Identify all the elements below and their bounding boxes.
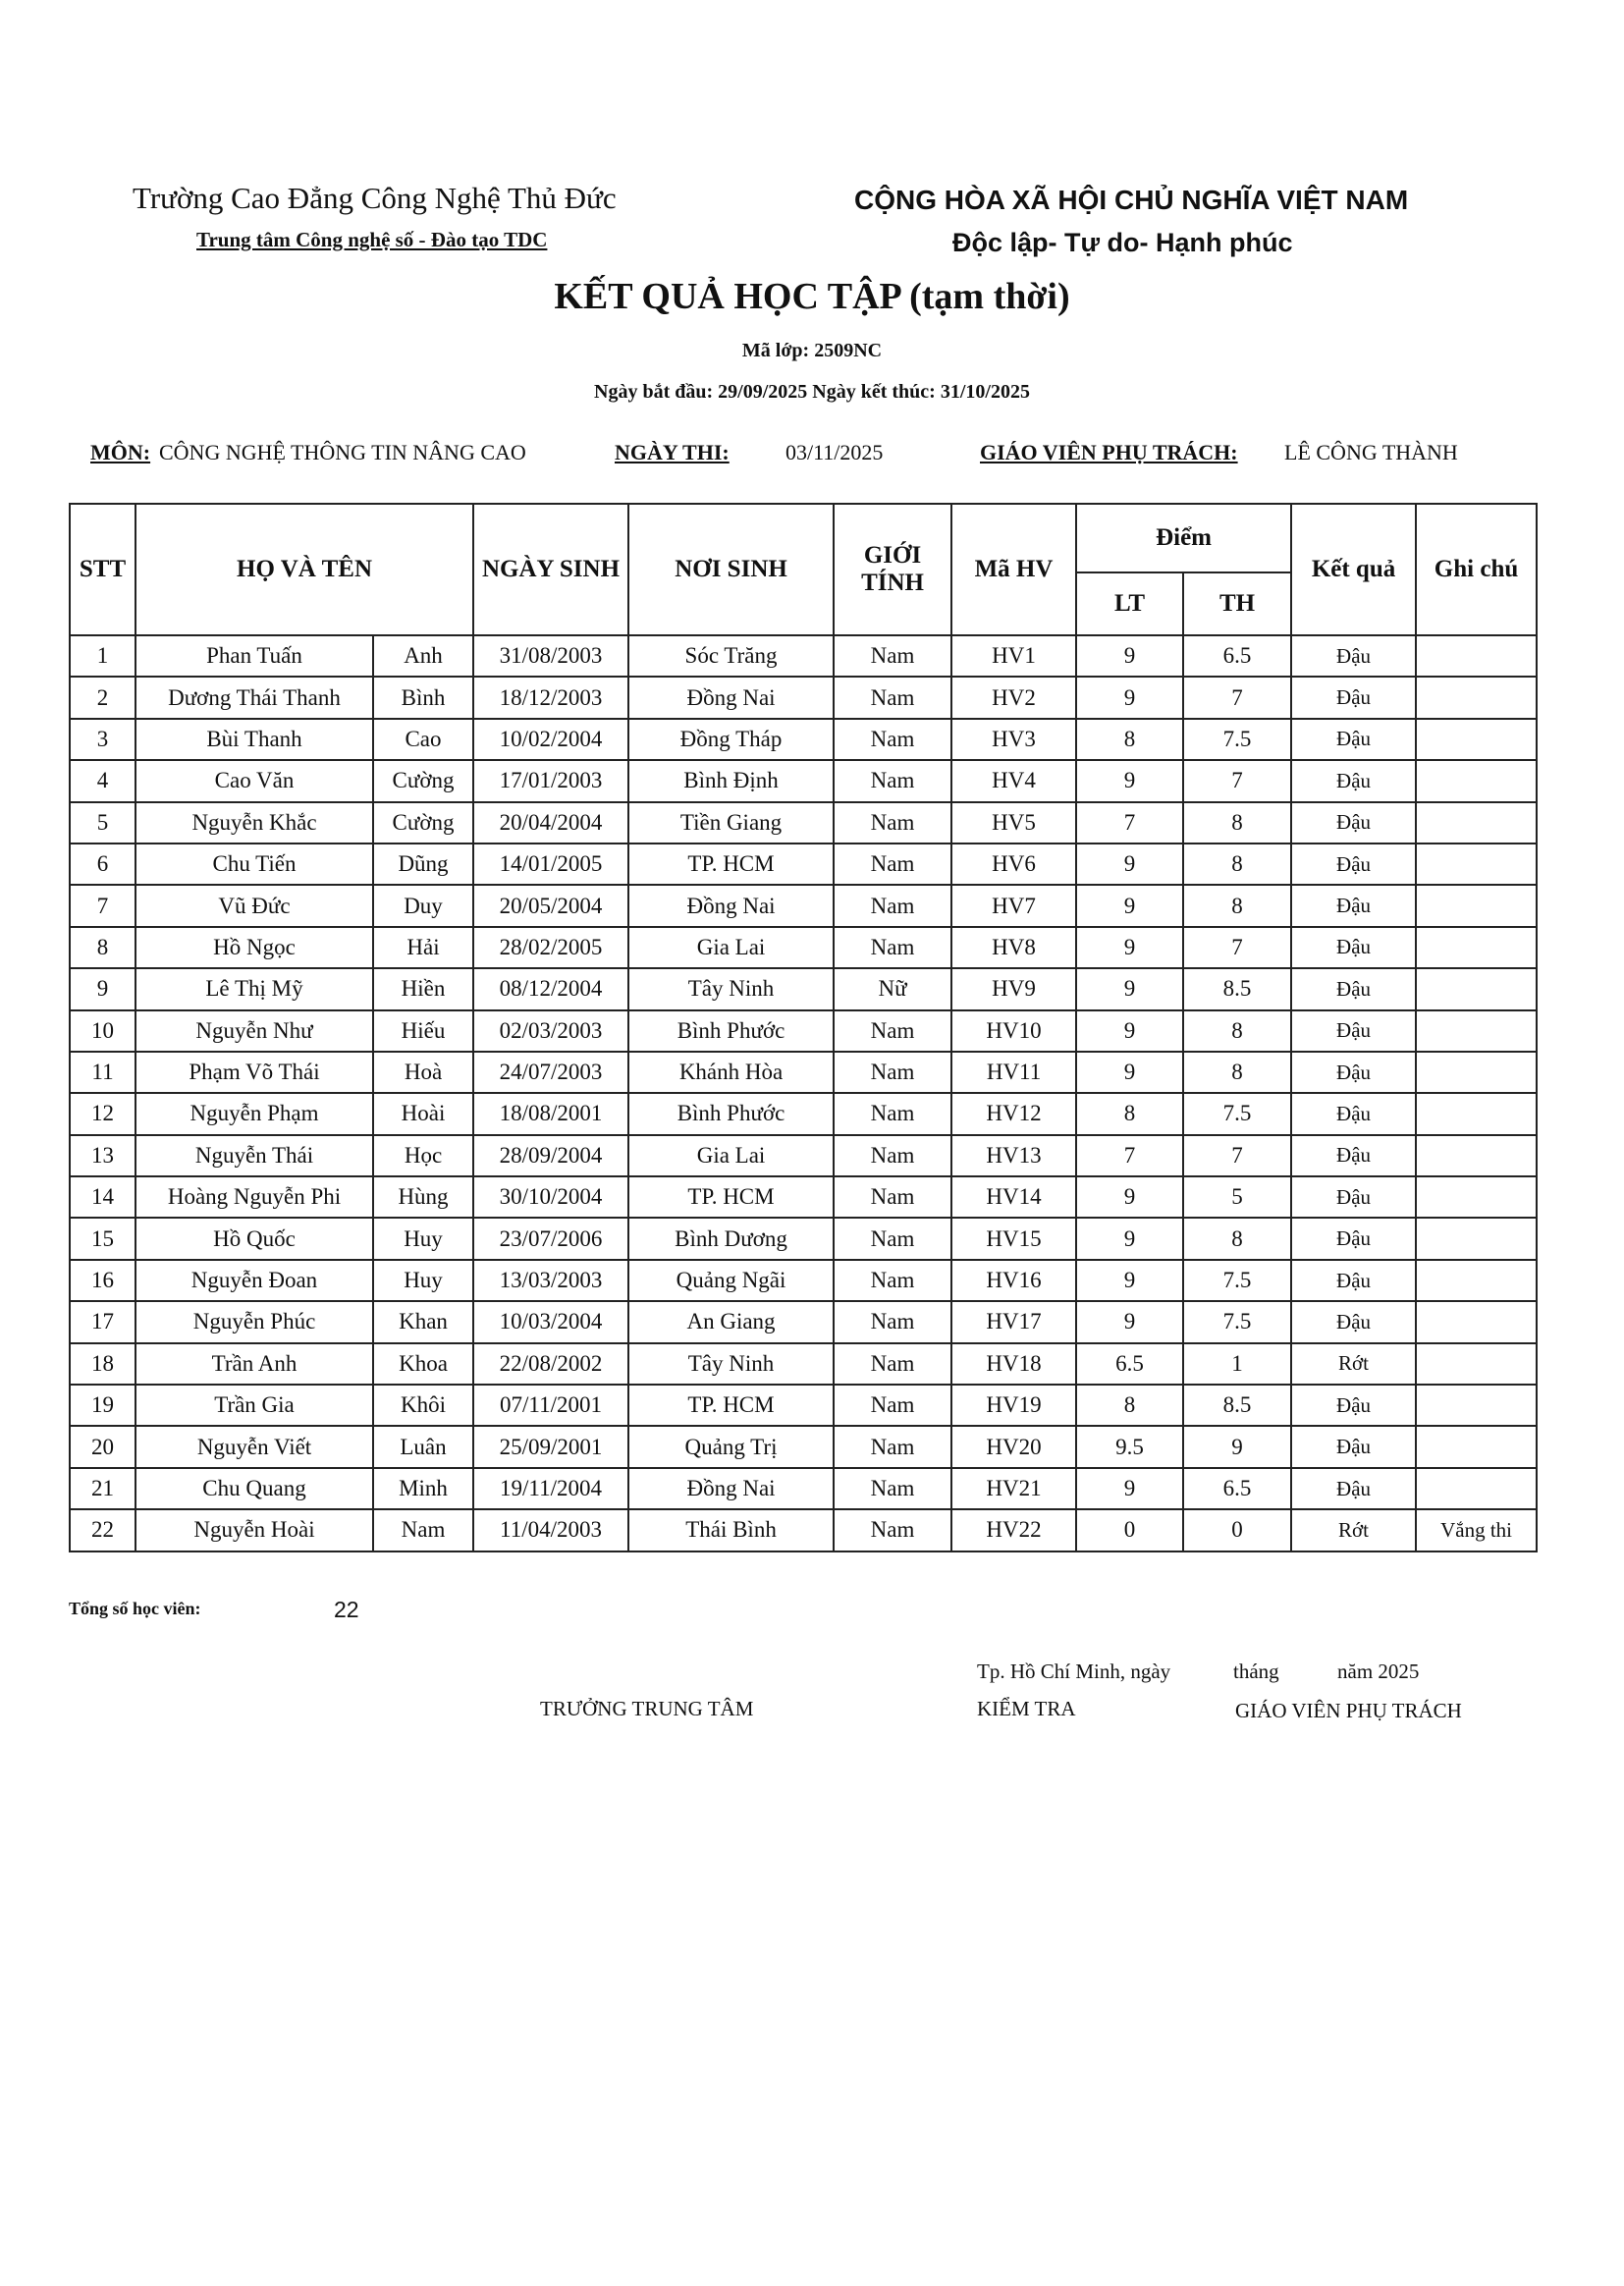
table-row: [70, 1426, 1537, 1467]
cell-lt-score: 9: [1076, 1052, 1183, 1093]
exam-date-value: 03/11/2025: [785, 440, 884, 464]
cell-student-id: HV4: [951, 760, 1076, 801]
cell-th-score: 7: [1183, 677, 1291, 718]
cell-dob: 08/12/2004: [473, 968, 628, 1009]
table-row: [70, 760, 1537, 801]
cell-first-name: Học: [373, 1135, 473, 1176]
teacher-value: LÊ CÔNG THÀNH: [1284, 440, 1458, 464]
cell-gender: Nam: [834, 1343, 951, 1385]
cell-dob: 20/04/2004: [473, 802, 628, 844]
cell-last-name: Nguyễn Thái: [135, 1135, 373, 1176]
cell-birthplace: An Giang: [628, 1301, 834, 1342]
cell-stt: 12: [70, 1093, 135, 1134]
cell-first-name: Cao: [373, 719, 473, 760]
cell-gender: Nam: [834, 635, 951, 677]
cell-birthplace: TP. HCM: [628, 1176, 834, 1218]
cell-stt: 19: [70, 1385, 135, 1426]
cell-first-name: Duy: [373, 885, 473, 926]
cell-birthplace: Bình Định: [628, 760, 834, 801]
cell-birthplace: Quảng Trị: [628, 1426, 834, 1467]
class-code: Mã lớp: 2509NC: [741, 340, 883, 361]
cell-th-score: 7: [1183, 1135, 1291, 1176]
cell-lt-score: 7: [1076, 1135, 1183, 1176]
cell-lt-score: 9: [1076, 1468, 1183, 1509]
cell-result: Rớt: [1291, 1509, 1416, 1551]
cell-note: [1416, 677, 1537, 718]
course-dates: Ngày bắt đầu: 29/09/2025 Ngày kết thúc: 31/10/2025: [594, 381, 1030, 403]
header-gender: GIỚI TÍNH: [834, 504, 951, 635]
table-row: [70, 1260, 1537, 1301]
cell-th-score: 8: [1183, 1010, 1291, 1052]
teacher-label: GIÁO VIÊN PHỤ TRÁCH:: [980, 440, 1238, 464]
header-dob: NGÀY SINH: [473, 504, 628, 635]
cell-lt-score: 8: [1076, 719, 1183, 760]
cell-last-name: Hồ Quốc: [135, 1218, 373, 1259]
table-row: [70, 1301, 1537, 1342]
cell-student-id: HV22: [951, 1509, 1076, 1551]
cell-note: [1416, 1135, 1537, 1176]
cell-dob: 02/03/2003: [473, 1010, 628, 1052]
cell-birthplace: Quảng Ngãi: [628, 1260, 834, 1301]
cell-birthplace: Bình Phước: [628, 1010, 834, 1052]
table-row: [70, 1468, 1537, 1509]
cell-result: Đậu: [1291, 1260, 1416, 1301]
cell-th-score: 8.5: [1183, 1385, 1291, 1426]
cell-first-name: Luân: [373, 1426, 473, 1467]
table-row: [70, 1218, 1537, 1259]
cell-student-id: HV16: [951, 1260, 1076, 1301]
cell-result: Đậu: [1291, 677, 1416, 718]
cell-lt-score: 9: [1076, 677, 1183, 718]
cell-last-name: Lê Thị Mỹ: [135, 968, 373, 1009]
cell-birthplace: Đồng Nai: [628, 677, 834, 718]
cell-note: [1416, 1052, 1537, 1093]
cell-last-name: Nguyễn Phúc: [135, 1301, 373, 1342]
cell-th-score: 7.5: [1183, 1093, 1291, 1134]
cell-result: Đậu: [1291, 844, 1416, 885]
table-row: [70, 968, 1537, 1009]
table-row: [70, 1385, 1537, 1426]
cell-gender: Nam: [834, 677, 951, 718]
cell-gender: Nam: [834, 760, 951, 801]
cell-lt-score: 9: [1076, 844, 1183, 885]
cell-gender: Nam: [834, 1093, 951, 1134]
total-students-value: 22: [334, 1597, 359, 1622]
cell-dob: 19/11/2004: [473, 1468, 628, 1509]
table-row: [70, 1176, 1537, 1218]
cell-gender: Nam: [834, 1052, 951, 1093]
cell-last-name: Phan Tuấn: [135, 635, 373, 677]
cell-lt-score: 9: [1076, 968, 1183, 1009]
cell-student-id: HV5: [951, 802, 1076, 844]
cell-lt-score: 0: [1076, 1509, 1183, 1551]
signature-center-head: TRƯỞNG TRUNG TÂM: [540, 1697, 754, 1720]
header-stt: STT: [70, 504, 135, 635]
total-students-label: Tổng số học viên:: [69, 1599, 201, 1618]
cell-lt-score: 9: [1076, 1260, 1183, 1301]
cell-dob: 14/01/2005: [473, 844, 628, 885]
cell-stt: 13: [70, 1135, 135, 1176]
cell-th-score: 7.5: [1183, 1301, 1291, 1342]
cell-student-id: HV6: [951, 844, 1076, 885]
cell-last-name: Chu Tiến: [135, 844, 373, 885]
table-row: [70, 1052, 1537, 1093]
cell-last-name: Hồ Ngọc: [135, 927, 373, 968]
cell-stt: 14: [70, 1176, 135, 1218]
cell-gender: Nam: [834, 1176, 951, 1218]
cell-stt: 6: [70, 844, 135, 885]
cell-dob: 28/02/2005: [473, 927, 628, 968]
cell-th-score: 7.5: [1183, 719, 1291, 760]
cell-student-id: HV9: [951, 968, 1076, 1009]
cell-th-score: 7: [1183, 760, 1291, 801]
cell-stt: 3: [70, 719, 135, 760]
cell-student-id: HV1: [951, 635, 1076, 677]
cell-last-name: Phạm Võ Thái: [135, 1052, 373, 1093]
header-th: TH: [1183, 572, 1291, 635]
center-name-text: Trung tâm Công nghệ số - Đào tạo TDC: [196, 228, 548, 251]
cell-last-name: Bùi Thanh: [135, 719, 373, 760]
cell-result: Đậu: [1291, 968, 1416, 1009]
cell-gender: Nam: [834, 844, 951, 885]
cell-first-name: Hiền: [373, 968, 473, 1009]
cell-lt-score: 8: [1076, 1385, 1183, 1426]
cell-first-name: Khôi: [373, 1385, 473, 1426]
cell-dob: 28/09/2004: [473, 1135, 628, 1176]
cell-lt-score: 9.5: [1076, 1426, 1183, 1467]
center-name: [196, 228, 547, 252]
cell-lt-score: 9: [1076, 1010, 1183, 1052]
table-row: [70, 927, 1537, 968]
national-motto: Độc lập- Tự do- Hạnh phúc: [952, 228, 1293, 257]
cell-note: [1416, 1343, 1537, 1385]
cell-note: [1416, 1385, 1537, 1426]
cell-student-id: HV7: [951, 885, 1076, 926]
cell-stt: 9: [70, 968, 135, 1009]
cell-first-name: Hiếu: [373, 1010, 473, 1052]
cell-first-name: Huy: [373, 1260, 473, 1301]
cell-th-score: 8: [1183, 885, 1291, 926]
cell-last-name: Cao Văn: [135, 760, 373, 801]
cell-stt: 16: [70, 1260, 135, 1301]
cell-student-id: HV11: [951, 1052, 1076, 1093]
cell-stt: 1: [70, 635, 135, 677]
cell-stt: 4: [70, 760, 135, 801]
cell-result: Đậu: [1291, 760, 1416, 801]
cell-gender: Nam: [834, 1260, 951, 1301]
cell-gender: Nam: [834, 1509, 951, 1551]
subject-label: MÔN:: [90, 440, 151, 464]
cell-birthplace: Tây Ninh: [628, 968, 834, 1009]
cell-dob: 13/03/2003: [473, 1260, 628, 1301]
cell-note: [1416, 635, 1537, 677]
cell-first-name: Khoa: [373, 1343, 473, 1385]
cell-th-score: 1: [1183, 1343, 1291, 1385]
cell-student-id: HV18: [951, 1343, 1076, 1385]
cell-dob: 07/11/2001: [473, 1385, 628, 1426]
header-lt: LT: [1076, 572, 1183, 635]
cell-result: Đậu: [1291, 635, 1416, 677]
grades-table: [69, 503, 1538, 1552]
cell-note: [1416, 844, 1537, 885]
cell-result: Đậu: [1291, 1426, 1416, 1467]
cell-birthplace: Bình Phước: [628, 1093, 834, 1134]
cell-note: [1416, 1218, 1537, 1259]
cell-lt-score: 9: [1076, 927, 1183, 968]
school-name: Trường Cao Đẳng Công Nghệ Thủ Đức: [133, 181, 617, 215]
cell-birthplace: Đồng Nai: [628, 1468, 834, 1509]
cell-result: Đậu: [1291, 1468, 1416, 1509]
cell-student-id: HV12: [951, 1093, 1076, 1134]
table-row: [70, 844, 1537, 885]
cell-dob: 30/10/2004: [473, 1176, 628, 1218]
cell-result: Rớt: [1291, 1343, 1416, 1385]
cell-lt-score: 9: [1076, 1301, 1183, 1342]
cell-result: Đậu: [1291, 1052, 1416, 1093]
cell-last-name: Hoàng Nguyễn Phi: [135, 1176, 373, 1218]
cell-first-name: Cường: [373, 802, 473, 844]
cell-lt-score: 9: [1076, 885, 1183, 926]
cell-th-score: 9: [1183, 1426, 1291, 1467]
cell-result: Đậu: [1291, 1010, 1416, 1052]
cell-result: Đậu: [1291, 885, 1416, 926]
cell-th-score: 8: [1183, 844, 1291, 885]
cell-th-score: 8: [1183, 802, 1291, 844]
cell-stt: 15: [70, 1218, 135, 1259]
table-row: [70, 885, 1537, 926]
cell-dob: 24/07/2003: [473, 1052, 628, 1093]
cell-stt: 18: [70, 1343, 135, 1385]
cell-stt: 7: [70, 885, 135, 926]
cell-note: [1416, 1301, 1537, 1342]
cell-dob: 11/04/2003: [473, 1509, 628, 1551]
cell-first-name: Dũng: [373, 844, 473, 885]
header-birthplace: NƠI SINH: [628, 504, 834, 635]
cell-last-name: Nguyễn Như: [135, 1010, 373, 1052]
cell-student-id: HV13: [951, 1135, 1076, 1176]
cell-gender: Nam: [834, 1301, 951, 1342]
cell-gender: Nữ: [834, 968, 951, 1009]
cell-last-name: Nguyễn Hoài: [135, 1509, 373, 1551]
header-full-name: HỌ VÀ TÊN: [135, 504, 473, 635]
cell-note: [1416, 760, 1537, 801]
cell-note: [1416, 885, 1537, 926]
table-row: [70, 1010, 1537, 1052]
cell-note: [1416, 1468, 1537, 1509]
cell-first-name: Anh: [373, 635, 473, 677]
cell-lt-score: 8: [1076, 1093, 1183, 1134]
cell-stt: 17: [70, 1301, 135, 1342]
cell-birthplace: Tây Ninh: [628, 1343, 834, 1385]
cell-result: Đậu: [1291, 802, 1416, 844]
cell-first-name: Hùng: [373, 1176, 473, 1218]
cell-lt-score: 7: [1076, 802, 1183, 844]
cell-student-id: HV8: [951, 927, 1076, 968]
document-title: KẾT QUẢ HỌC TẬP (tạm thời): [554, 276, 1070, 317]
cell-gender: Nam: [834, 1135, 951, 1176]
cell-stt: 21: [70, 1468, 135, 1509]
month-label: tháng: [1233, 1660, 1279, 1683]
cell-stt: 22: [70, 1509, 135, 1551]
cell-first-name: Hoài: [373, 1093, 473, 1134]
cell-first-name: Minh: [373, 1468, 473, 1509]
cell-student-id: HV2: [951, 677, 1076, 718]
cell-birthplace: TP. HCM: [628, 844, 834, 885]
cell-gender: Nam: [834, 719, 951, 760]
table-row: [70, 635, 1537, 677]
cell-lt-score: 9: [1076, 760, 1183, 801]
cell-first-name: Cường: [373, 760, 473, 801]
cell-gender: Nam: [834, 927, 951, 968]
cell-note: [1416, 1176, 1537, 1218]
cell-note: [1416, 802, 1537, 844]
exam-date-label: NGÀY THI:: [615, 440, 730, 464]
cell-dob: 31/08/2003: [473, 635, 628, 677]
cell-result: Đậu: [1291, 1218, 1416, 1259]
year-label: năm 2025: [1337, 1660, 1420, 1683]
cell-student-id: HV21: [951, 1468, 1076, 1509]
cell-gender: Nam: [834, 1010, 951, 1052]
cell-th-score: 6.5: [1183, 635, 1291, 677]
cell-result: Đậu: [1291, 1385, 1416, 1426]
cell-gender: Nam: [834, 1218, 951, 1259]
cell-th-score: 7: [1183, 927, 1291, 968]
cell-last-name: Chu Quang: [135, 1468, 373, 1509]
cell-note: [1416, 927, 1537, 968]
cell-dob: 20/05/2004: [473, 885, 628, 926]
cell-note: Vắng thi: [1416, 1509, 1537, 1551]
cell-student-id: HV20: [951, 1426, 1076, 1467]
cell-last-name: Trần Anh: [135, 1343, 373, 1385]
cell-birthplace: Thái Bình: [628, 1509, 834, 1551]
cell-dob: 10/02/2004: [473, 719, 628, 760]
header-student-id: Mã HV: [951, 504, 1076, 635]
cell-last-name: Dương Thái Thanh: [135, 677, 373, 718]
cell-lt-score: 9: [1076, 635, 1183, 677]
subject-value: CÔNG NGHỆ THÔNG TIN NÂNG CAO: [159, 440, 526, 464]
cell-birthplace: Khánh Hòa: [628, 1052, 834, 1093]
cell-th-score: 5: [1183, 1176, 1291, 1218]
cell-birthplace: Đồng Tháp: [628, 719, 834, 760]
cell-th-score: 7.5: [1183, 1260, 1291, 1301]
cell-gender: Nam: [834, 1468, 951, 1509]
cell-lt-score: 9: [1076, 1218, 1183, 1259]
cell-result: Đậu: [1291, 1176, 1416, 1218]
cell-student-id: HV19: [951, 1385, 1076, 1426]
cell-dob: 10/03/2004: [473, 1301, 628, 1342]
cell-first-name: Nam: [373, 1509, 473, 1551]
cell-note: [1416, 1093, 1537, 1134]
cell-stt: 2: [70, 677, 135, 718]
table-row: [70, 1135, 1537, 1176]
cell-stt: 20: [70, 1426, 135, 1467]
cell-birthplace: Bình Dương: [628, 1218, 834, 1259]
cell-first-name: Hải: [373, 927, 473, 968]
table-row: [70, 1343, 1537, 1385]
cell-last-name: Trần Gia: [135, 1385, 373, 1426]
cell-first-name: Khan: [373, 1301, 473, 1342]
table-row: [70, 802, 1537, 844]
cell-th-score: 0: [1183, 1509, 1291, 1551]
cell-note: [1416, 1010, 1537, 1052]
cell-note: [1416, 1260, 1537, 1301]
cell-first-name: Huy: [373, 1218, 473, 1259]
cell-gender: Nam: [834, 885, 951, 926]
cell-result: Đậu: [1291, 927, 1416, 968]
cell-gender: Nam: [834, 1426, 951, 1467]
cell-student-id: HV15: [951, 1218, 1076, 1259]
cell-student-id: HV17: [951, 1301, 1076, 1342]
cell-last-name: Nguyễn Đoan: [135, 1260, 373, 1301]
cell-first-name: Hoà: [373, 1052, 473, 1093]
cell-stt: 5: [70, 802, 135, 844]
cell-result: Đậu: [1291, 1135, 1416, 1176]
cell-birthplace: TP. HCM: [628, 1385, 834, 1426]
cell-stt: 11: [70, 1052, 135, 1093]
cell-stt: 8: [70, 927, 135, 968]
cell-result: Đậu: [1291, 1093, 1416, 1134]
cell-th-score: 8.5: [1183, 968, 1291, 1009]
header-score: Điểm: [1076, 504, 1291, 572]
cell-th-score: 8: [1183, 1052, 1291, 1093]
signature-teacher: GIÁO VIÊN PHỤ TRÁCH: [1235, 1699, 1462, 1722]
cell-birthplace: Gia Lai: [628, 1135, 834, 1176]
cell-dob: 17/01/2003: [473, 760, 628, 801]
cell-student-id: HV10: [951, 1010, 1076, 1052]
cell-birthplace: Đồng Nai: [628, 885, 834, 926]
cell-first-name: Bình: [373, 677, 473, 718]
cell-last-name: Nguyễn Khắc: [135, 802, 373, 844]
cell-last-name: Nguyễn Viết: [135, 1426, 373, 1467]
cell-birthplace: Gia Lai: [628, 927, 834, 968]
cell-note: [1416, 968, 1537, 1009]
cell-last-name: Vũ Đức: [135, 885, 373, 926]
table-row: [70, 677, 1537, 718]
cell-result: Đậu: [1291, 719, 1416, 760]
cell-gender: Nam: [834, 1385, 951, 1426]
signature-checker: KIỂM TRA: [977, 1697, 1076, 1720]
republic-heading: CỘNG HÒA XÃ HỘI CHỦ NGHĨA VIỆT NAM: [854, 185, 1409, 215]
cell-gender: Nam: [834, 802, 951, 844]
cell-th-score: 6.5: [1183, 1468, 1291, 1509]
table-row: [70, 1093, 1537, 1134]
cell-note: [1416, 1426, 1537, 1467]
header-note: Ghi chú: [1416, 504, 1537, 635]
place-date: Tp. Hồ Chí Minh, ngày: [977, 1660, 1171, 1683]
cell-student-id: HV3: [951, 719, 1076, 760]
cell-birthplace: Sóc Trăng: [628, 635, 834, 677]
cell-th-score: 8: [1183, 1218, 1291, 1259]
cell-note: [1416, 719, 1537, 760]
cell-lt-score: 9: [1076, 1176, 1183, 1218]
cell-student-id: HV14: [951, 1176, 1076, 1218]
cell-last-name: Nguyễn Phạm: [135, 1093, 373, 1134]
cell-dob: 22/08/2002: [473, 1343, 628, 1385]
cell-dob: 18/12/2003: [473, 677, 628, 718]
cell-result: Đậu: [1291, 1301, 1416, 1342]
cell-lt-score: 6.5: [1076, 1343, 1183, 1385]
table-row: [70, 1509, 1537, 1551]
cell-dob: 23/07/2006: [473, 1218, 628, 1259]
cell-dob: 18/08/2001: [473, 1093, 628, 1134]
table-row: [70, 719, 1537, 760]
cell-birthplace: Tiền Giang: [628, 802, 834, 844]
cell-stt: 10: [70, 1010, 135, 1052]
header-result: Kết quả: [1291, 504, 1416, 635]
cell-dob: 25/09/2001: [473, 1426, 628, 1467]
